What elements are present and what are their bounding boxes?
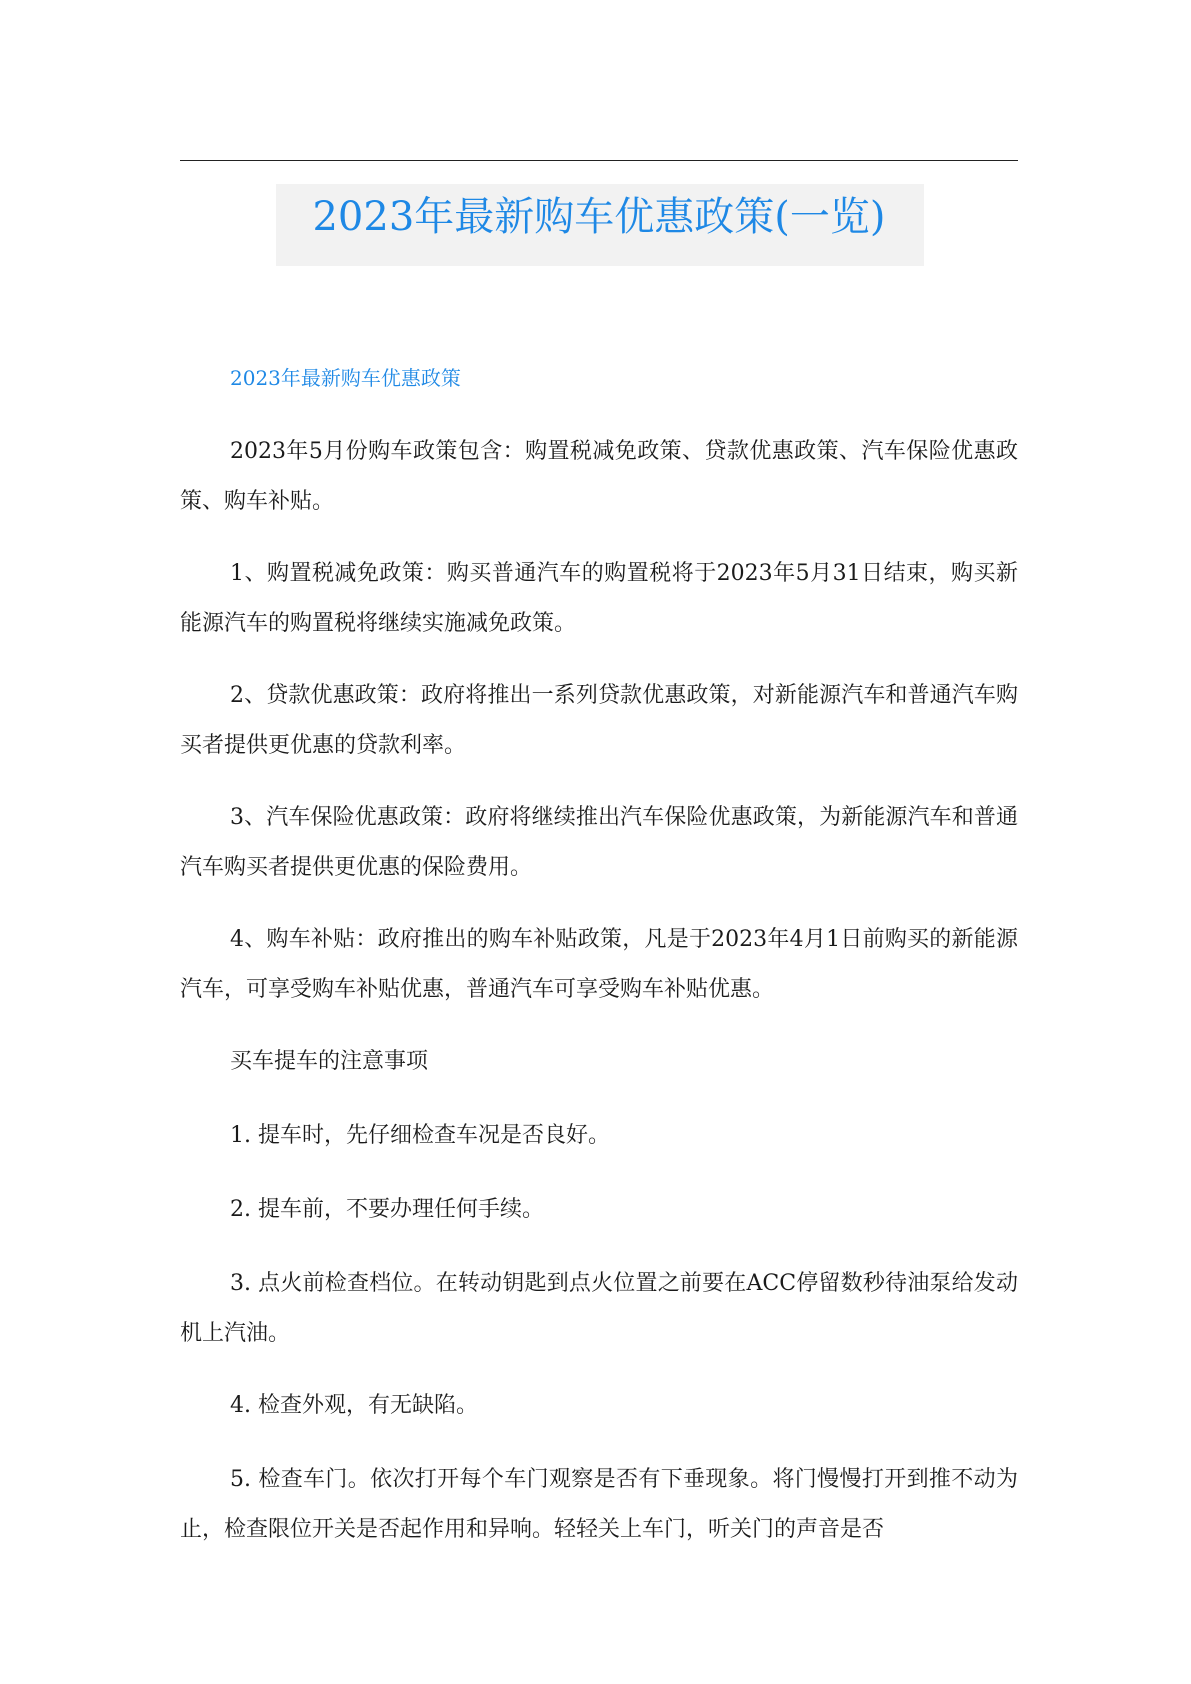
paragraph-subsidy: 4、购车补贴：政府推出的购车补贴政策，凡是于2023年4月1日前购买的新能源汽车，可享受购车补贴优惠，普通汽车可享受购车补贴优惠。 — [180, 927, 1018, 1002]
section-heading-notes: 买车提车的注意事项 — [230, 1049, 429, 1074]
paragraph-loan: 2、贷款优惠政策：政府将推出一系列贷款优惠政策，对新能源汽车和普通汽车购买者提供更优惠的贷款利率。 — [180, 683, 1018, 758]
paragraph-purchase-tax: 1、购置税减免政策：购买普通汽车的购置税将于2023年5月31日结束，购买新能源汽车的购置税将继续实施减免政策。 — [180, 561, 1018, 636]
top-divider — [180, 160, 1018, 161]
document-title: 2023年最新购车优惠政策(一览) — [312, 194, 886, 240]
paragraph-insurance: 3、汽车保险优惠政策：政府将继续推出汽车保险优惠政策，为新能源汽车和普通汽车购买者提供更优惠的保险费用。 — [180, 805, 1018, 880]
note-item-1: 1. 提车时，先仔细检查车况是否良好。 — [230, 1123, 610, 1148]
note-item-2: 2. 提车前，不要办理任何手续。 — [230, 1197, 544, 1222]
paragraph-intro: 2023年5月份购车政策包含：购置税减免政策、贷款优惠政策、汽车保险优惠政策、购车补贴。 — [180, 439, 1018, 514]
note-item-4: 4. 检查外观，有无缺陷。 — [230, 1393, 478, 1418]
note-item-5: 5. 检查车门。依次打开每个车门观察是否有下垂现象。将门慢慢打开到推不动为止，检查限位开关是否起作用和异响。轻轻关上车门，听关门的声音是否 — [180, 1467, 1018, 1542]
note-item-3: 3. 点火前检查档位。在转动钥匙到点火位置之前要在ACC停留数秒待油泵给发动机上汽油。 — [180, 1271, 1018, 1346]
section-subtitle: 2023年最新购车优惠政策 — [230, 366, 461, 390]
